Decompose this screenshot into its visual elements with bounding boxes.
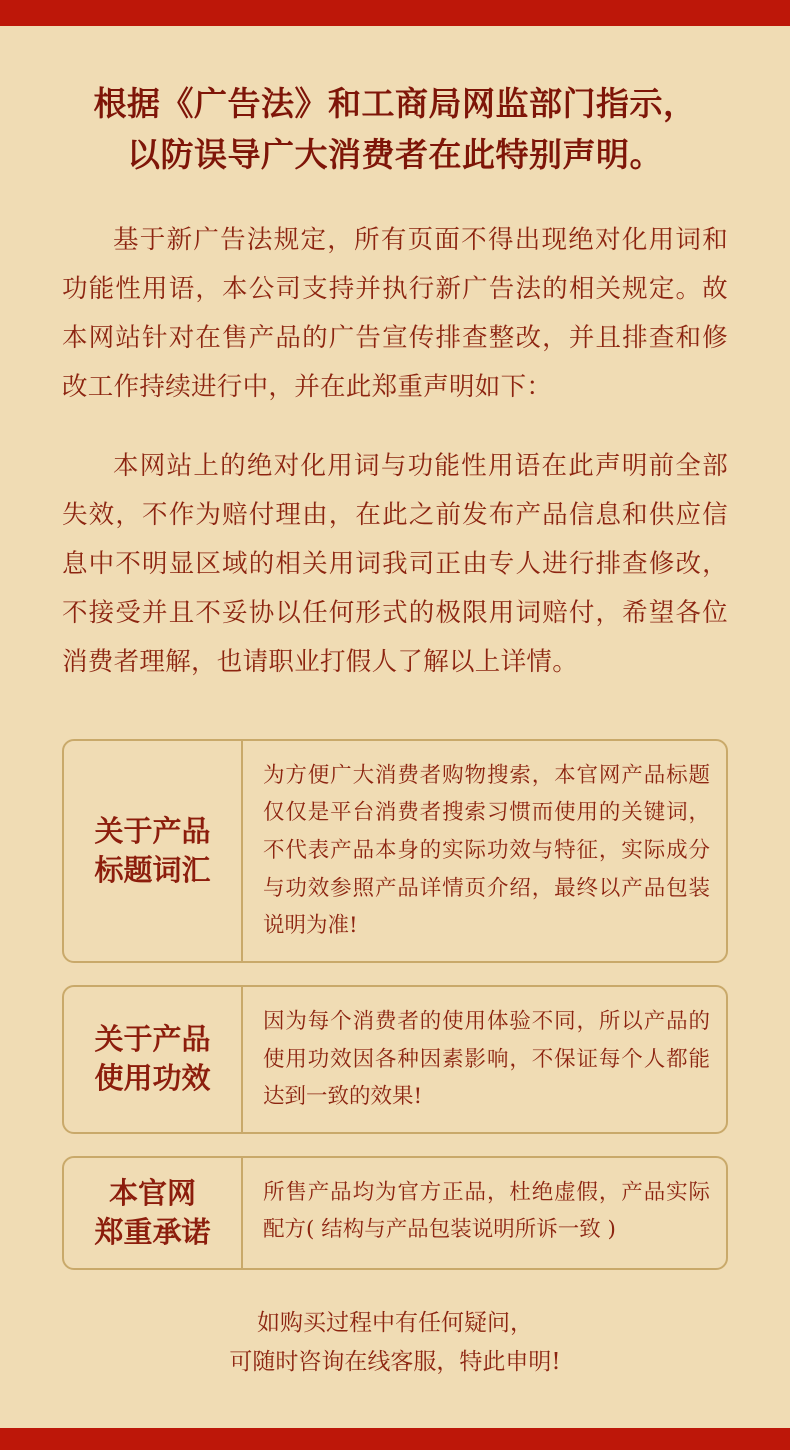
- top-red-bar: [0, 0, 790, 26]
- card-title-line-2: 标题词汇: [94, 852, 211, 887]
- paragraph-one: 基于新广告法规定，所有页面不得出现绝对化用词和功能性用语，本公司支持并执行新广告法的相关规定。故本网站针对在售产品的广告宣传排查整改，并且排查和修改工作持续进行中，并在此郑重声明如下：: [62, 225, 728, 403]
- card-title-line-1: 关于产品: [94, 813, 211, 848]
- card-title-line-2: 使用功效: [94, 1061, 211, 1096]
- card-title: [64, 741, 243, 961]
- bottom-red-bar: [0, 1428, 790, 1450]
- page-title-line-2: 以防误导广大消费者在此特别声明。: [127, 135, 663, 175]
- card-product-efficacy: [62, 985, 728, 1134]
- card-body: 所售产品均为官方正品，杜绝虚假，产品实际配方( 结构与产品包装说明所诉一致 ): [263, 1179, 710, 1243]
- footer-note: [62, 1304, 728, 1382]
- card-title-line-1: 关于产品: [94, 1022, 211, 1057]
- card-body: 因为每个消费者的使用体验不同，所以产品的使用功效因各种因素影响，不保证每个人都能达到一致的效果!: [263, 1008, 710, 1110]
- card-title-line-2: 郑重承诺: [94, 1215, 211, 1249]
- card-official-promise: [62, 1156, 728, 1270]
- card-body: 为方便广大消费者购物搜索，本官网产品标题仅仅是平台消费者搜索习惯而使用的关键词，不代表产品本身的实际功效与特征，实际成分与功效参照产品详情页介绍，最终以产品包装说明为准!: [263, 762, 710, 939]
- card-product-title-terms: [62, 739, 728, 963]
- statement-content: [0, 26, 790, 1428]
- paragraph-two: 本网站上的绝对化用词与功能性用语在此声明前全部失效，不作为赔付理由，在此之前发布产品信息和供应信息中不明显区域的相关用词我司正由专人进行排查修改，不接受并且不妥协以任何形式的极限用词赔付，希望各位消费者理解，也请职业打假人了解以上详情。: [62, 451, 728, 677]
- card-title-line-1: 本官网: [108, 1175, 196, 1210]
- footer-note-line-1: 如购买过程中有任何疑问，: [257, 1310, 533, 1337]
- card-title: [64, 987, 243, 1132]
- page-title: [62, 26, 728, 180]
- footer-note-line-2: 可随时咨询在线客服，特此申明!: [229, 1349, 561, 1376]
- statement-cards: [62, 739, 728, 1270]
- page-title-line-1: 根据《广告法》和工商局网监部门指示，: [93, 84, 697, 123]
- card-title: [64, 1158, 243, 1268]
